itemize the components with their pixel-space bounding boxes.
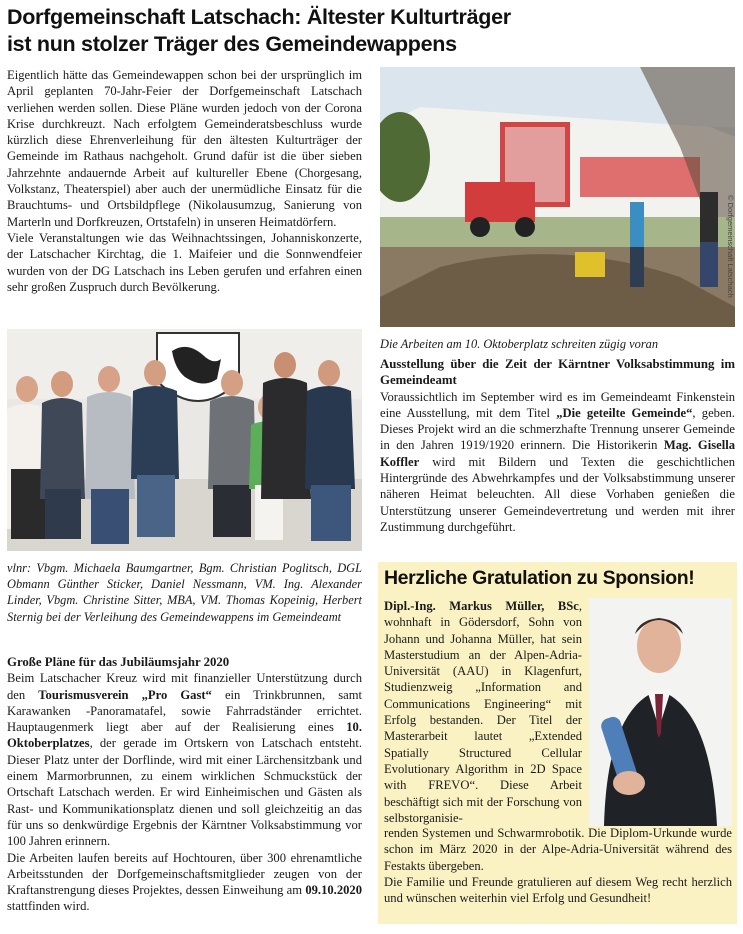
plans-paragraph: Beim Latschacher Kreuz wird mit finanzieller Unterstützung durch den Tourismusverein „Pro Gast“ ein Trinkbrunnen, samt Karawanken -Panoramatafel, sowie Fahrradständer errichtet. Hauptaugenmerk liegt aber auf der Realisierung eines 10. Oktoberplatzes, der gerade im Ortskern von Latschach entsteht. Dieser Platz unter der Dorflinde, wird mit einer Lärchensitzbank und einem Marmorbrunnen, zu einem wirklichen Schmuckstück der Ortschaft Latschach werden. Er wird Einheimischen und Gästen als Rast- und Kommunikationsplatz dienen und soll gleichzeitig an das für uns so denkwürdige Ergebnis der Kärntner Volksabstimmung vor 100 Jahren erinnern. [7, 671, 363, 849]
group-photo [7, 329, 362, 551]
construction-photo [380, 67, 735, 327]
exhibition-section [380, 356, 735, 535]
headline-line-1: Dorfgemeinschaft Latschach: Ältester Kulturträger [7, 5, 511, 29]
intro-paragraph-1: Eigentlich hätte das Gemeindewappen schon bei der ursprünglich im April geplanten 70-Jahr-Feier der Dorfgemeinschaft Latschach verliehen werden sollen. Diese Pläne wurden jedoch von der Corona Krise durchkreuzt. Nach erfolgtem Gemeinderatsbeschluss wurde kürzlich diese Ehrenverleihung für den ältesten Kulturträger der Gemeinde im Rathaus nachgeholt. Grund dafür ist die über sieben Jahrzehnte andauernde Arbeit auf kultureller Ebene (Chorgesang, Volkstanz, Theaterspiel) aber auch der unermüdliche Einsatz für die Brauchtums- und Ortsbildpflege (Nikolausumzug, Sanierung von Marterln und Dorfkreuzen, Ortstafeln) in unseren Heimatdörfern. [7, 68, 362, 229]
plans-section [7, 654, 362, 915]
construction-photo-caption: Die Arbeiten am 10. Oktoberplatz schreiten zügig voran [380, 337, 659, 351]
graduate-portrait [589, 598, 732, 826]
works-paragraph: Die Arbeiten laufen bereits auf Hochtouren, über 300 ehrenamtliche Arbeitsstunden der Dorfgemeinschaftsmitglieder zeugen von der Kraftanstrengung dieses Projektes, dessen Einweihung am 09.10.2020 stattfinden wird. [7, 850, 362, 914]
intro-text [7, 67, 362, 295]
article-headline [7, 4, 737, 58]
gratulation-text-upper: Dipl.-Ing. Markus Müller, BSc, wohnhaft in Gödersdorf, Sohn von Johann und Johanna Müller, hat sein Masterstudium an der Alpen-Adria-Universität (AAU) in Klagenfurt, Studienzweig „Information and Communications Engineering“ mit Erfolg bestanden. Der Titel der Masterarbeit lautet „Extended Spatially Structured Cellular Evolutionary Algorithm in 2D Space with FREVO“. Diese Arbeit beschäftigt sich mit der Forschung von selbstorganisie- [384, 599, 582, 825]
headline-line-2: ist nun stolzer Träger des Gemeindewappens [7, 32, 457, 56]
group-photo-caption: vlnr: Vbgm. Michaela Baumgartner, Bgm. Christian Poglitsch, DGL Obmann Günther Sticker, Daniel Nessmann, VM. Ing. Alexander Linder, Vbgm. Christine Sitter, MBA, VM. Thomas Kopeinig, Herbert Sternig bei der Verleihung des Gemeindewappens im Gemeindeamt [7, 561, 362, 624]
plans-heading: Große Pläne für das Jubiläumsjahr 2020 [7, 655, 230, 669]
gratulation-text-lower: renden Systemen und Schwarmrobotik. Die Diplom-Urkunde wurde schon im März 2020 in der Alpe-Adria-Universität während des Festakts übergeben. Die Familie und Freunde gratulieren auf diesem Weg recht herzlich und wünschen weiterhin viel Erfolg und Gesundheit! [384, 826, 732, 906]
photo-credit: © Dorfgemeinschaft Latschach [726, 195, 735, 298]
intro-paragraph-2: Viele Veranstaltungen wie das Weihnachtssingen, Johanniskonzerte, der Latschacher Kirchtag, die 1. Maifeier und die Sonnwendfeier wurden von der DG Latschach ins Leben gerufen und erfahren einen sehr großen Zuspruch durch Bevölkerung. [7, 230, 362, 294]
exhibition-heading: Ausstellung über die Zeit der Kärntner Volksabstimmung im Gemeindeamt [380, 357, 735, 388]
gratulation-title: Herzliche Gratulation zu Sponsion! [384, 567, 695, 589]
exhibition-paragraph: Voraussichtlich im September wird es im Gemeindeamt Finkenstein eine Ausstellung, mit dem Titel „Die geteilte Gemeinde“, geben. Dieses Projekt wird an die schmerzhafte Trennung unserer Gemeinde in den Jahren 1919/1920 erinnern. Die Historikerin Mag. Gisella Koffler wird mit Bildern und Texten die geschichtlichen Hintergründe des Abwehrkampfes und der Volksabstimmung unserer näheren Heimat beleuchten. All diese Vorhaben genießen die Unterstützung unserer Gemeindevertretung und werden mit ihrer Zustimmung durchgeführt. [380, 389, 735, 534]
